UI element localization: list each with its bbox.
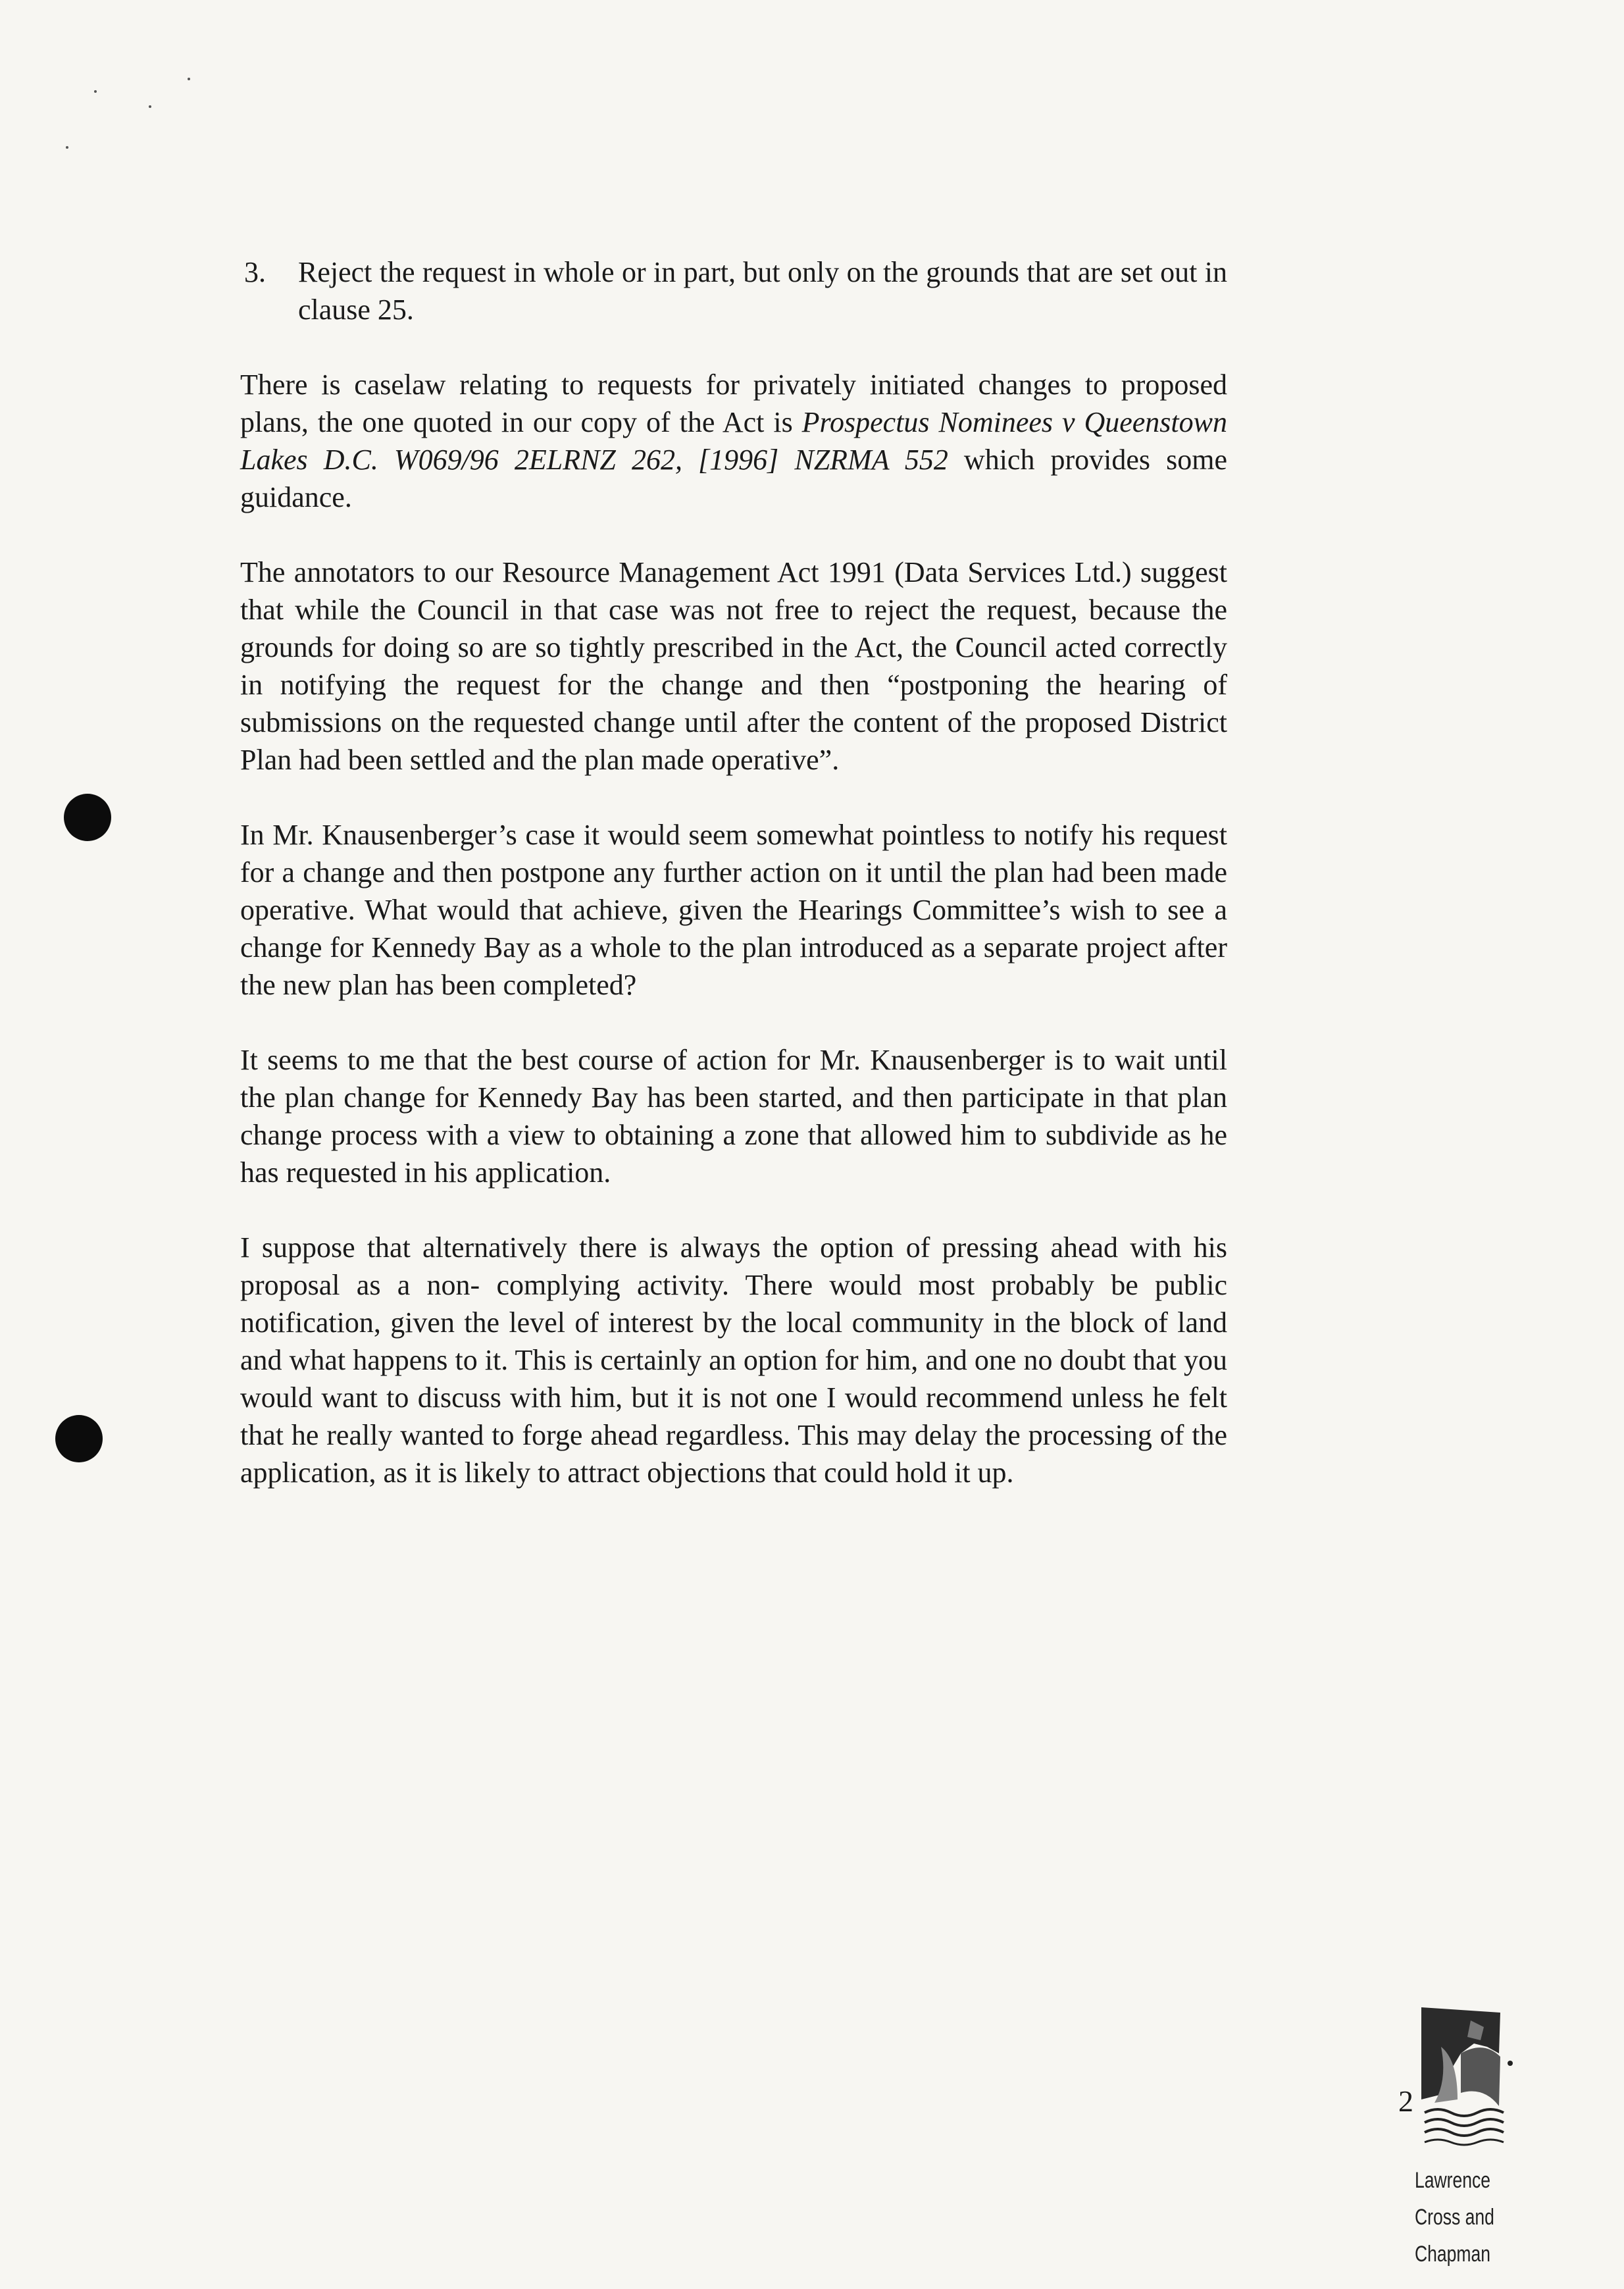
paragraph-alternative: I suppose that alternatively there is always the option of pressing ahead with his proposal as a non- complying activity. There would most probably be public notification, given the level of interest by the local community in the block of land and what happens to it. This is certainly an option for him, and one no doubt that you would want to discuss with him, but it is not one I would recommend unless he felt that he really wanted to forge ahead regardless. This may delay the processing of the application, as it is likely to attract objections that could hold it up. (240, 1231, 1227, 1489)
paragraph-knausenberger-case: In Mr. Knausenberger’s case it would seem somewhat pointless to notify his request for a change and then postpone any further action on it until the plan had been made operative. What would that achieve, given the Hearings Committee’s wish to see a change for Kennedy Bay as a whole to the plan introduced as a separate project after the new plan has been completed? (240, 819, 1227, 1001)
caselaw-text-before: There is caselaw relating to requests for privately initiated changes to proposed plans, the one quoted in our copy of the Act is (240, 369, 1227, 438)
letter-body (240, 253, 1227, 1529)
paragraph-annotators: The annotators to our Resource Management Act 1991 (Data Services Ltd.) suggest that while the Council in that case was not free to reject the request, because the grounds for doing so are so tightly prescribed in the Act, the Council acted correctly in notifying the request for the change and then “postponing the hearing of submissions on the requested change until after the content of the proposed District Plan had been settled and the plan made operative”. (240, 556, 1227, 776)
scan-speck (94, 90, 97, 93)
item-text: Reject the request in whole or in part, but only on the grounds that are set out in clause 25. (298, 256, 1227, 326)
numbered-item-3 (244, 253, 1227, 328)
scan-speck (149, 105, 151, 108)
paragraph-best-course: It seems to me that the best course of action for Mr. Knausenberger is to wait until the plan change for Kennedy Bay has been started, and then participate in that plan change process with a view to obtaining a zone that allowed him to subdivide as he has requested in his application. (240, 1044, 1227, 1189)
scan-speck (188, 78, 190, 80)
firm-name-line: Lawrence (1415, 2168, 1490, 2193)
firm-name-line: Cross and (1415, 2205, 1494, 2230)
punch-hole-lower (55, 1415, 103, 1462)
firm-name-line: Chapman (1415, 2242, 1490, 2267)
item-number: 3. (244, 256, 266, 288)
caselaw-text-after: which provides some guidance. (240, 444, 1228, 513)
case-citation: Prospectus Nominees v Queenstown Lakes D.C. W069/96 2ELRNZ 262, [1996] NZRMA 552 (240, 406, 1227, 476)
paragraph-caselaw (240, 366, 1227, 516)
scan-speck (66, 146, 68, 149)
firm-logo-icon (1421, 2007, 1513, 2165)
punch-hole-upper (64, 794, 111, 841)
page-number: 2 (1398, 2084, 1413, 2118)
firm-name (1415, 2162, 1502, 2273)
